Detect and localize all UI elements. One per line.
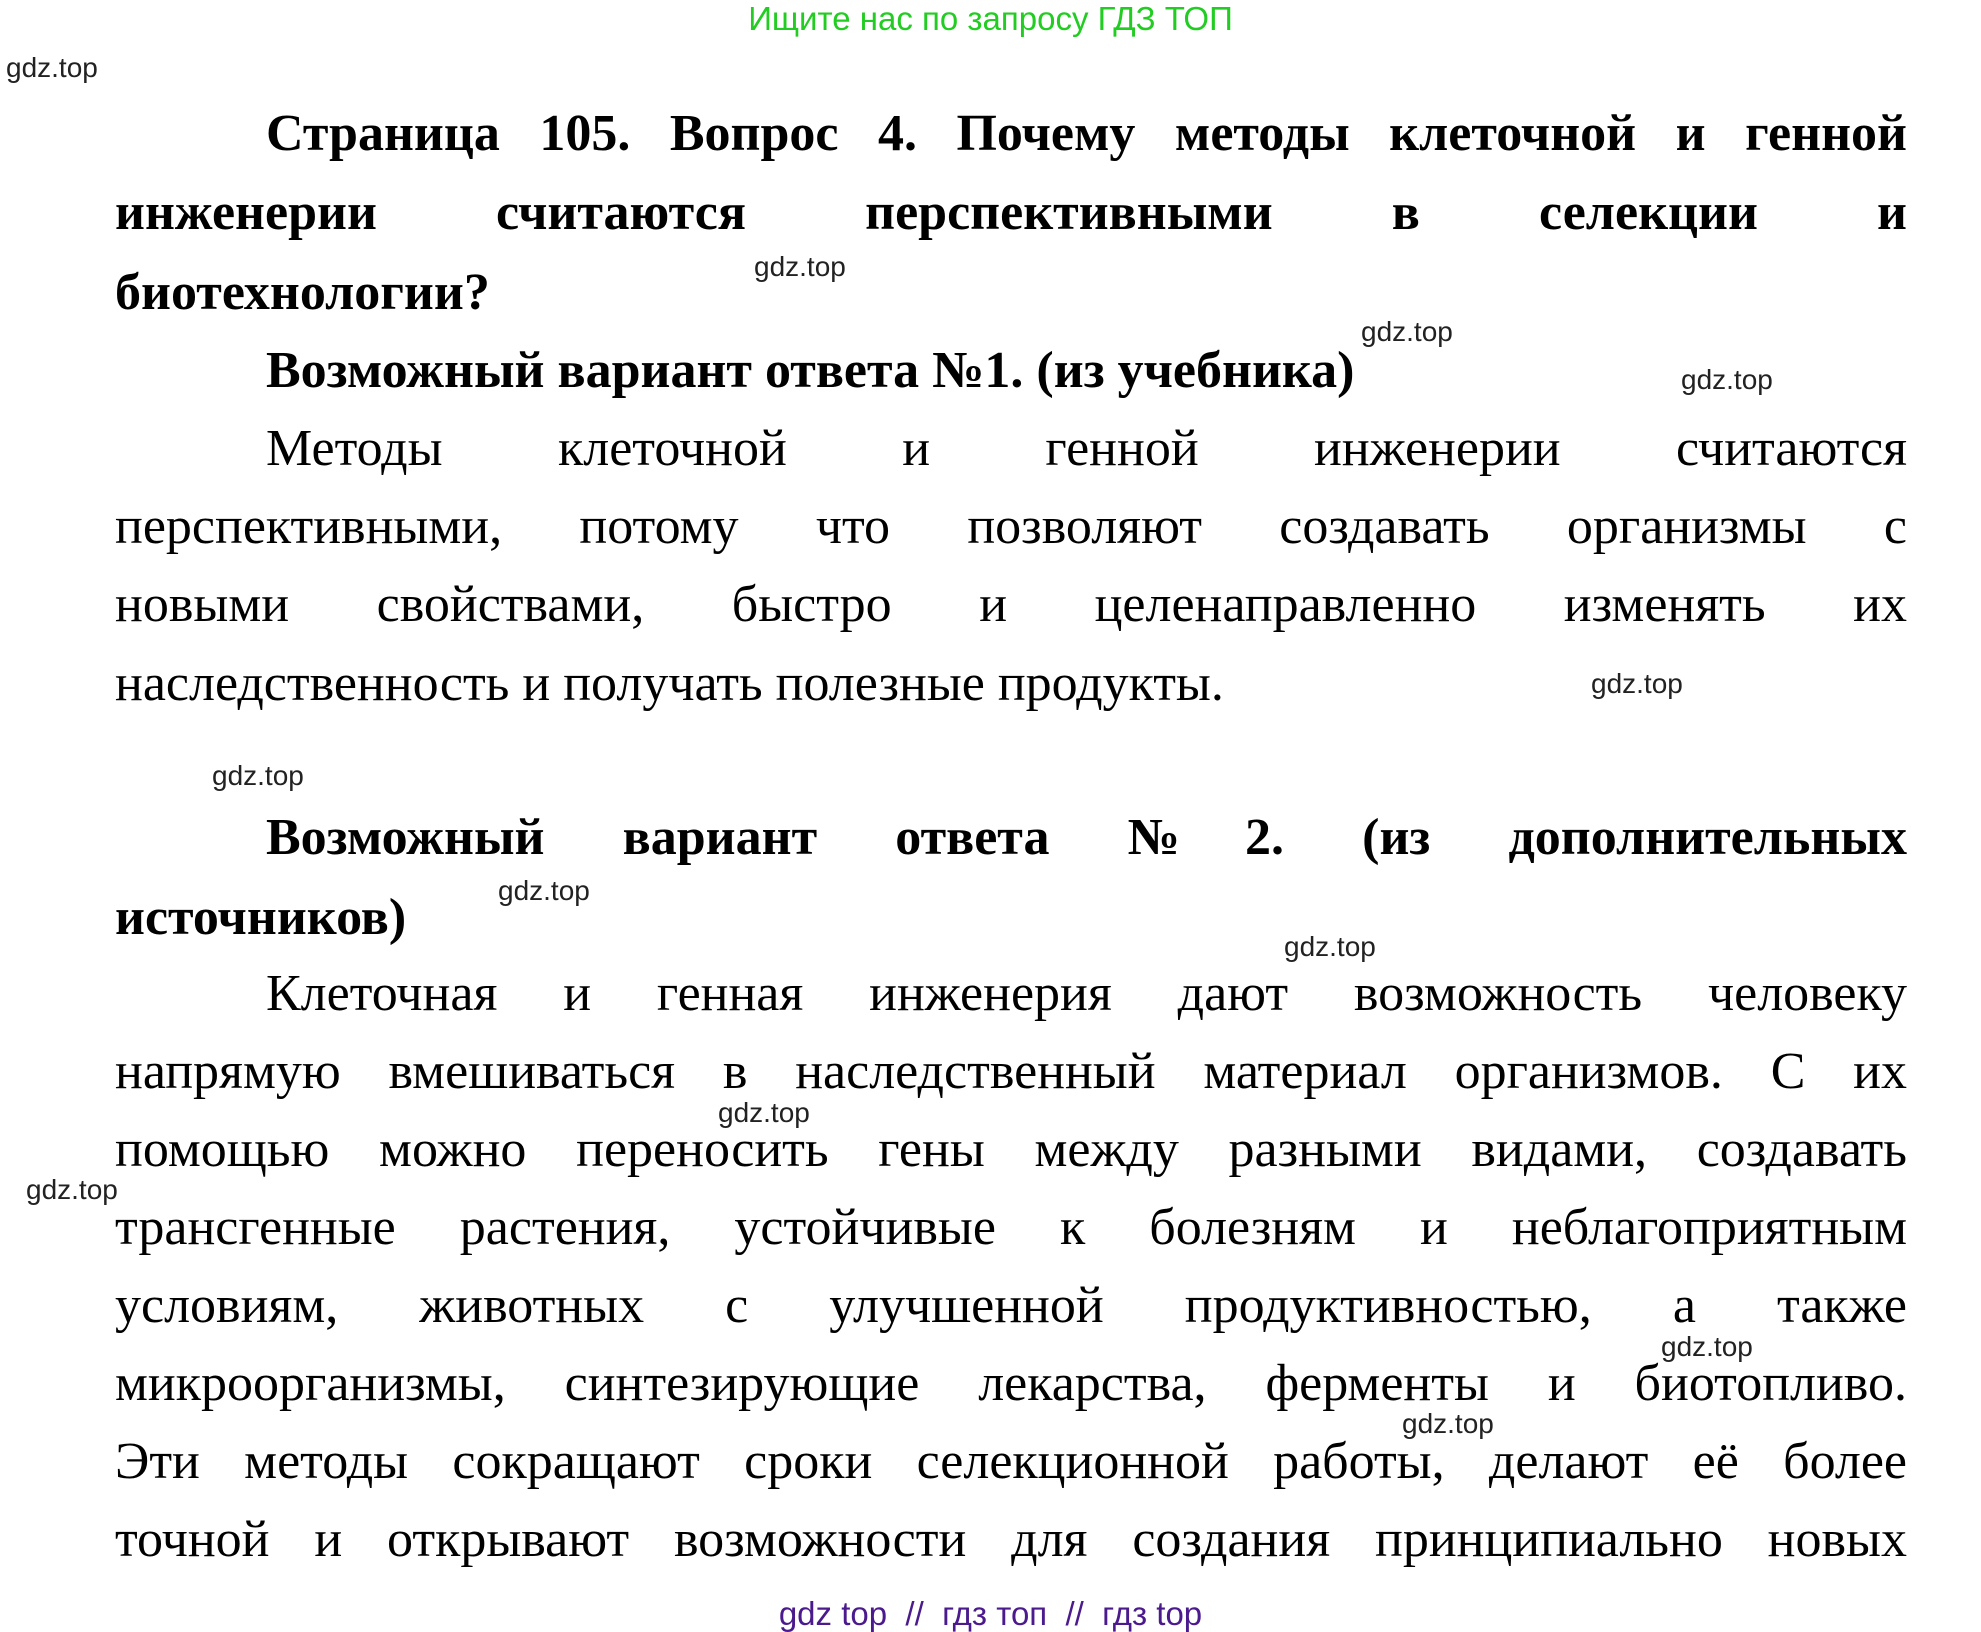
answer2-title: Возможный вариант ответа №2. (из дополнительных (266, 809, 1907, 866)
watermark: gdz.top (1284, 931, 1376, 962)
watermark: gdz.top (1361, 316, 1453, 347)
footer-links[interactable]: gdz top // гдз топ // гдз top (778, 1595, 1203, 1632)
watermark: gdz.top (1661, 1331, 1753, 1362)
watermark: gdz.top (718, 1097, 810, 1128)
answer2-line: микроорганизмы, синтезирующие лекарства, ферменты и биотопливо. (115, 1355, 1907, 1412)
answer2-line: условиям, животных с улучшенной продуктивностью, а также (115, 1277, 1907, 1334)
answer2-line: трансгенные растения, устойчивые к болезням и неблагоприятным (115, 1199, 1907, 1256)
promo-banner[interactable]: Ищите нас по запросу ГДЗ ТОП (748, 0, 1233, 37)
watermark: gdz.top (1402, 1408, 1494, 1439)
watermark: gdz.top (1681, 364, 1773, 395)
answer1-line: наследственность и получать полезные продукты. (115, 655, 1224, 712)
watermark: gdz.top (754, 251, 846, 282)
answer1-line: перспективными, потому что позволяют создавать организмы с (115, 498, 1907, 555)
watermark: gdz.top (498, 875, 590, 906)
watermark: gdz.top (212, 760, 304, 791)
answer1-line: новыми свойствами, быстро и целенаправленно изменять их (115, 576, 1907, 633)
watermark: gdz.top (1591, 668, 1683, 699)
answer2-line: напрямую вмешиваться в наследственный материал организмов. С их (115, 1043, 1907, 1100)
answer2-line: Клеточная и генная инженерия дают возможность человеку (266, 965, 1907, 1022)
question-line: Страница 105. Вопрос 4. Почему методы клеточной и генной (266, 105, 1907, 162)
answer2-line: точной и открывают возможности для создания принципиально новых (115, 1511, 1907, 1568)
answer1-line: Методы клеточной и генной инженерии считаются (266, 420, 1907, 477)
answer2-title: источников) (115, 889, 407, 946)
watermark: gdz.top (6, 52, 98, 83)
question-line: инженерии считаются перспективными в селекции и (115, 184, 1907, 241)
watermark: gdz.top (26, 1174, 118, 1205)
answer2-line: помощью можно переносить гены между разными видами, создавать (115, 1121, 1907, 1178)
answer2-line: Эти методы сокращают сроки селекционной работы, делают её более (115, 1433, 1907, 1490)
question-line: биотехнологии? (115, 264, 490, 321)
answer1-title: Возможный вариант ответа №1. (из учебника) (266, 342, 1355, 399)
